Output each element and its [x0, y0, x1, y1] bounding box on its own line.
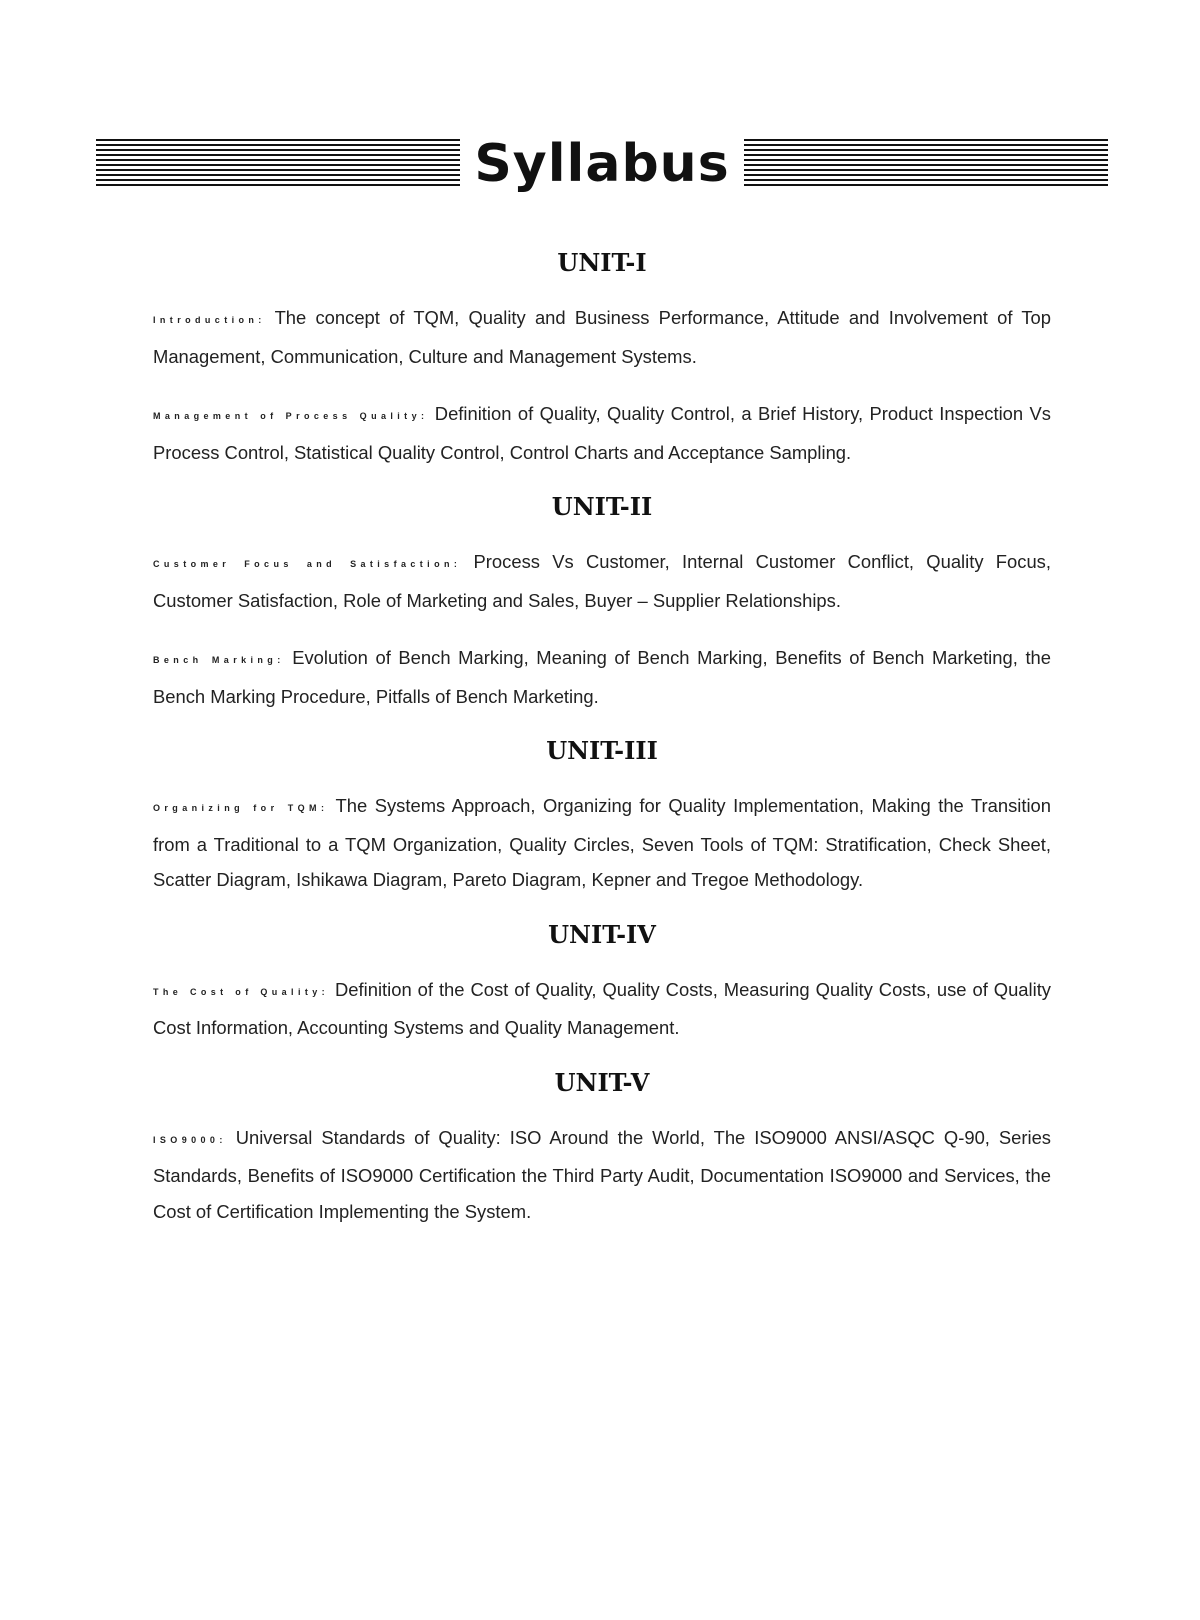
- topic-paragraph: [153, 1120, 1051, 1230]
- left-stripes: [96, 139, 460, 189]
- right-stripes: [744, 139, 1108, 189]
- topic-text: Evolution of Bench Marking, Meaning of Bench Marking, Benefits of Bench Marketing, the Bench Marking Procedure, Pitfalls of Bench Marketing.: [153, 647, 1052, 707]
- unit-title: UNIT-II: [551, 492, 653, 521]
- unit-title: UNIT-III: [546, 736, 658, 765]
- topic-text: Definition of the Cost of Quality, Quality Costs, Measuring Quality Costs, use of Quality Cost Information, Accounting Systems and Quality Management.: [153, 978, 1052, 1038]
- syllabus-banner: [96, 134, 1108, 194]
- syllabus-content: [153, 248, 1051, 1251]
- topic-paragraph: [153, 788, 1051, 898]
- topic-paragraph: [153, 300, 1051, 374]
- topic-lead: Management of Process Quality:: [153, 411, 429, 421]
- topic-lead: Organizing for TQM:: [153, 803, 329, 813]
- topic-text: The Systems Approach, Organizing for Quality Implementation, Making the Transition from a Traditional to a TQM Organization, Quality Circles, Seven Tools of TQM: Stratification, Check Sheet, Scatter Diagram, Ishikawa Diagram, Pareto Diagram, Kepner and Tregoe Methodology.: [153, 795, 1052, 890]
- topic-paragraph: [153, 544, 1051, 618]
- unit-4: [153, 920, 1051, 1046]
- unit-title: UNIT-I: [557, 248, 647, 277]
- topic-text: The concept of TQM, Quality and Business Performance, Attitude and Involvement of Top Management, Communication, Culture and Management Systems.: [153, 307, 1051, 367]
- unit-2: [153, 492, 1051, 714]
- topic-paragraph: [153, 640, 1051, 714]
- topic-lead: Introduction:: [153, 315, 266, 325]
- unit-5: [153, 1068, 1051, 1230]
- topic-text: Universal Standards of Quality: ISO Around the World, The ISO9000 ANSI/ASQC Q-90, Series Standards, Benefits of ISO9000 Certification the Third Party Audit, Documentation ISO9000 and Services, the Cost of Certification Implementing the System.: [153, 1126, 1051, 1222]
- unit-title: UNIT-IV: [548, 919, 656, 949]
- topic-text: Definition of Quality, Quality Control, a Brief History, Product Inspection Vs Process Control, Statistical Quality Control, Control Charts and Acceptance Sampling.: [153, 403, 1051, 463]
- page-title: Syllabus: [474, 134, 730, 194]
- topic-paragraph: [153, 396, 1051, 470]
- topic-lead: Customer Focus and Satisfaction:: [153, 559, 462, 569]
- topic-lead: ISO9000:: [153, 1134, 227, 1145]
- topic-lead: The Cost of Quality:: [153, 986, 330, 997]
- unit-1: [153, 248, 1051, 470]
- topic-paragraph: [153, 972, 1051, 1046]
- topic-text: Process Vs Customer, Internal Customer Conflict, Quality Focus, Customer Satisfaction, Role of Marketing and Sales, Buyer – Supplier Relationships.: [153, 551, 1051, 611]
- unit-3: [153, 736, 1051, 898]
- unit-title: UNIT-V: [554, 1067, 650, 1097]
- topic-lead: Bench Marking:: [153, 655, 285, 665]
